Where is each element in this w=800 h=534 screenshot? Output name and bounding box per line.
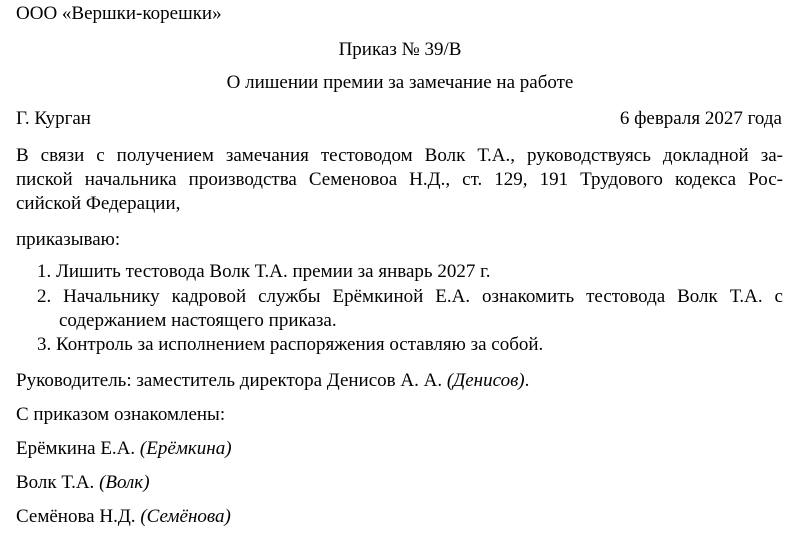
acquainted-signature: (Ерёмкина) [139,438,232,459]
acquainted-name: Ерёмкина Е.А. [16,438,136,459]
preamble-line-2: пиской начальника производства Семеновоа Н.Д., ст. 129, 191 Трудового кодекса Рос- [16,169,783,190]
acquainted-label: С приказом ознакомлены: [16,404,226,425]
acquainted-name: Семёнова Н.Д. [16,506,136,527]
preamble-line-1: В связи с получением замечания тестоводом Волк Т.А., руководствуясь докладной за- [16,145,783,166]
list-item-2-line-2: содержанием настоящего приказа. [59,310,337,331]
city: Г. Курган [16,108,91,129]
list-item-3: 3. Контроль за исполнением распоряжения оставляю за собой. [37,334,544,355]
acquainted-signature: (Волк) [99,472,150,493]
head-signature-line [16,370,529,392]
acquainted-row [16,438,232,460]
order-date: 6 февраля 2027 года [619,108,782,129]
order-word: приказываю: [16,229,121,250]
list-item-2-line-1: 2. Начальнику кадровой службы Ерёмкиной Е.А. ознакомить тестовода Волк Т.А. с [37,286,783,307]
acquainted-name: Волк Т.А. [16,472,95,493]
preamble-line-3: сийской Федерации, [16,193,181,214]
acquainted-row [16,506,231,528]
head-trailing: . [524,370,530,391]
order-subject: О лишении премии за замечание на работе [226,72,574,93]
acquainted-signature: (Семёнова) [140,506,231,527]
head-signature: (Денисов) [446,370,525,391]
list-item-1: 1. Лишить тестовода Волк Т.А. премии за январь 2027 г. [37,261,491,282]
order-title: Приказ № 39/В [338,39,462,60]
company-name: ООО «Вершки-корешки» [16,3,222,24]
head-text: Руководитель: заместитель директора Денисов А. А. [16,370,443,391]
acquainted-row [16,472,150,494]
